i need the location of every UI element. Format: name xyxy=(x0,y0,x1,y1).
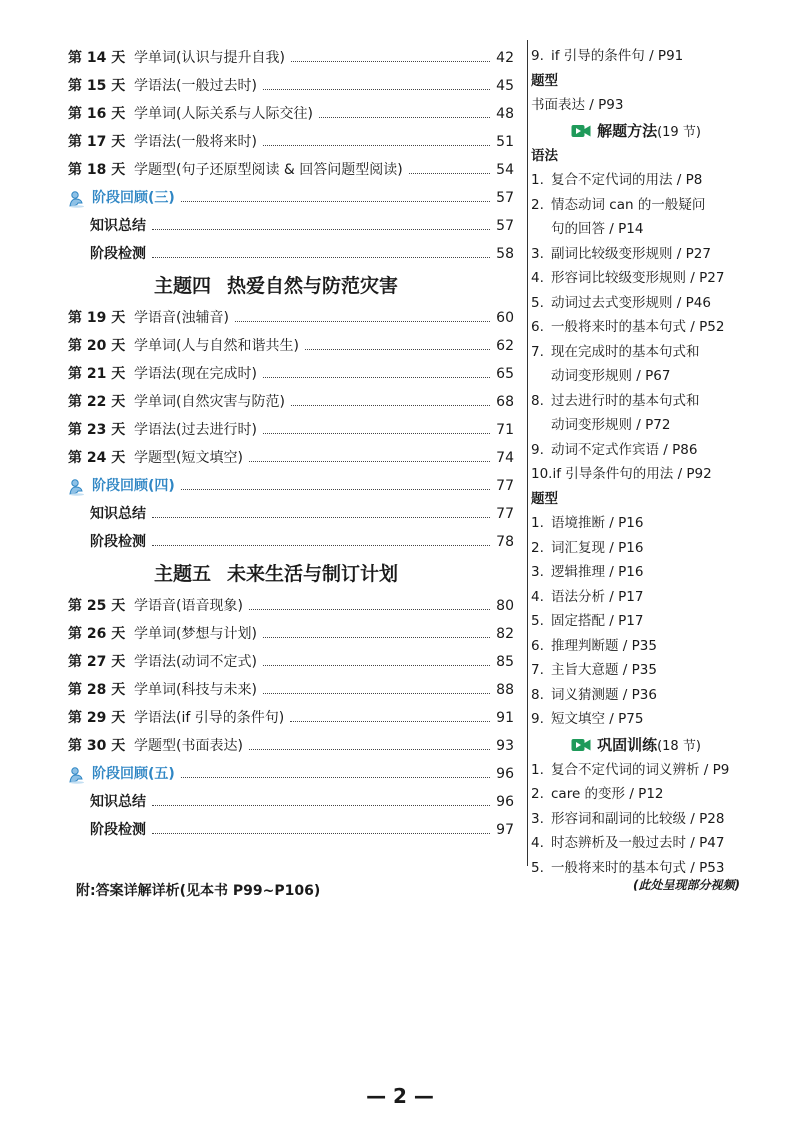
stage-review-entry[interactable] xyxy=(68,760,520,788)
dot-leader xyxy=(249,749,490,750)
section-count: (18 节) xyxy=(657,738,701,754)
day-label: 第 21 天 xyxy=(68,366,126,382)
section-header xyxy=(531,118,741,144)
page-ref: 57 xyxy=(496,190,514,206)
toc-entry[interactable] xyxy=(68,444,520,472)
dot-leader xyxy=(263,433,490,434)
list-item[interactable] xyxy=(531,291,741,316)
theme-label: 主题四 xyxy=(153,275,211,297)
list-item[interactable] xyxy=(531,807,741,832)
item-text: 主旨大意题 / P35 xyxy=(551,662,657,678)
item-text: 复合不定代词的用法 / P8 xyxy=(551,172,703,188)
section-count: (19 节) xyxy=(657,124,701,140)
page-ref: 85 xyxy=(496,654,514,670)
toc-entry[interactable] xyxy=(68,416,520,444)
review-title: 阶段回顾(三) xyxy=(92,190,175,206)
item-number: 10. xyxy=(531,466,553,482)
item-number: 9. xyxy=(531,48,544,64)
theme-heading xyxy=(68,268,520,304)
list-item[interactable] xyxy=(531,242,741,267)
toc-entry[interactable] xyxy=(68,304,520,332)
item-text: if 引导条件句的用法 / P92 xyxy=(552,466,712,482)
entry-title: 学题型(书面表达) xyxy=(134,738,243,754)
list-item[interactable] xyxy=(531,658,741,683)
thinker-icon xyxy=(68,766,86,784)
item-text: 短文填空 / P75 xyxy=(551,711,644,727)
toc-entry[interactable] xyxy=(68,100,520,128)
category-label: 题型 xyxy=(531,490,558,507)
item-number: 9. xyxy=(531,711,544,727)
column-divider xyxy=(527,40,528,866)
dot-leader xyxy=(263,693,490,694)
toc-entry[interactable] xyxy=(68,388,520,416)
day-label: 第 23 天 xyxy=(68,422,126,438)
sub-title: 知识总结 xyxy=(90,506,146,522)
list-item[interactable] xyxy=(531,758,741,783)
list-item[interactable] xyxy=(531,266,741,291)
page-ref: 91 xyxy=(496,710,514,726)
toc-entry[interactable] xyxy=(68,592,520,620)
item-text: 复合不定代词的词义辨析 / P9 xyxy=(551,761,730,778)
item-number: 5. xyxy=(531,294,544,311)
video-camera-icon xyxy=(571,738,591,752)
toc-entry[interactable] xyxy=(68,360,520,388)
entry-title: 学语法(动词不定式) xyxy=(134,654,257,670)
list-item[interactable] xyxy=(531,168,741,193)
toc-entry[interactable] xyxy=(68,732,520,760)
dot-leader xyxy=(152,805,490,806)
video-note: (此处呈现部分视频) xyxy=(633,878,740,892)
list-item[interactable] xyxy=(531,193,741,218)
dot-leader xyxy=(152,833,490,834)
list-item[interactable] xyxy=(531,536,741,561)
video-camera-icon xyxy=(571,124,591,138)
dot-leader xyxy=(152,545,490,546)
theme-title: 未来生活与制订计划 xyxy=(227,563,399,585)
entry-title: 学单词(人与自然和谐共生) xyxy=(134,338,299,354)
day-label: 第 26 天 xyxy=(68,626,126,642)
entry-title: 学单词(认识与提升自我) xyxy=(134,50,285,66)
stage-review-entry[interactable] xyxy=(68,472,520,500)
toc-entry[interactable] xyxy=(68,704,520,732)
dot-leader xyxy=(249,609,490,610)
dot-leader xyxy=(263,89,490,90)
item-number: 3. xyxy=(531,810,544,827)
section-title: 解题方法 xyxy=(597,121,658,140)
page-ref: 88 xyxy=(496,682,514,698)
sub-title: 阶段检测 xyxy=(90,534,146,550)
dot-leader xyxy=(235,321,490,322)
list-item[interactable] xyxy=(531,634,741,659)
sub-title: 知识总结 xyxy=(90,794,146,810)
sub-title: 阶段检测 xyxy=(90,822,146,838)
day-label: 第 16 天 xyxy=(68,106,126,122)
item-text-continued: 句的回答 / P14 xyxy=(551,221,644,237)
dot-leader xyxy=(291,405,490,406)
item-number: 1. xyxy=(531,172,544,188)
day-label: 第 18 天 xyxy=(68,162,126,178)
item-text-continued: 动词变形规则 / P67 xyxy=(551,368,671,384)
category-label: 语法 xyxy=(531,147,558,164)
dot-leader xyxy=(263,377,490,378)
thinker-icon xyxy=(68,478,86,496)
day-label: 第 27 天 xyxy=(68,654,126,670)
item-text: 形容词和副词的比较级 / P28 xyxy=(551,810,725,827)
page-ref: 51 xyxy=(496,134,514,150)
page-ref: 58 xyxy=(496,246,514,262)
entry-title: 学单词(科技与未来) xyxy=(134,682,257,698)
item-text: if 引导的条件句 / P91 xyxy=(551,48,684,64)
item-number: 2. xyxy=(531,196,544,213)
dot-leader xyxy=(181,201,490,202)
item-text-continued: 动词变形规则 / P72 xyxy=(551,417,671,433)
item-number: 6. xyxy=(531,319,544,335)
toc-left-column xyxy=(68,44,520,844)
item-text: 一般将来时的基本句式 / P53 xyxy=(551,859,725,876)
item-text: 一般将来时的基本句式 / P52 xyxy=(551,319,725,335)
toc-entry[interactable] xyxy=(68,128,520,156)
day-label: 第 29 天 xyxy=(68,710,126,726)
theme-heading xyxy=(68,556,520,592)
list-item[interactable] xyxy=(531,782,741,807)
item-number: 2. xyxy=(531,786,544,802)
toc-entry[interactable] xyxy=(68,156,520,184)
item-text: 过去进行时的基本句式和 xyxy=(551,392,700,409)
item-text: 现在完成时的基本句式和 xyxy=(551,343,700,360)
item-text: 固定搭配 / P17 xyxy=(551,613,644,629)
day-label: 第 20 天 xyxy=(68,338,126,354)
item-number: 5. xyxy=(531,613,544,629)
category-label: 题型 xyxy=(531,72,558,89)
list-item[interactable] xyxy=(531,707,741,732)
item-text: 时态辨析及一般过去时 / P47 xyxy=(551,835,725,851)
page-ref: 78 xyxy=(496,534,514,550)
item-number: 3. xyxy=(531,245,544,262)
entry-title: 学语音(语音现象) xyxy=(134,598,243,614)
toc-entry[interactable] xyxy=(68,648,520,676)
item-number: 7. xyxy=(531,343,544,360)
toc-entry[interactable] xyxy=(68,72,520,100)
page-ref: 48 xyxy=(496,106,514,122)
list-item[interactable] xyxy=(531,315,741,340)
item-number: 8. xyxy=(531,392,544,409)
item-number: 4. xyxy=(531,270,544,286)
page-ref: 65 xyxy=(496,366,514,382)
toc-entry[interactable] xyxy=(68,44,520,72)
item-text: 语境推断 / P16 xyxy=(551,515,644,531)
sub-title: 阶段检测 xyxy=(90,246,146,262)
list-item[interactable] xyxy=(531,44,741,69)
day-label: 第 24 天 xyxy=(68,450,126,466)
page-ref: 77 xyxy=(496,506,514,522)
item-number: 2. xyxy=(531,539,544,556)
dot-leader xyxy=(152,229,490,230)
review-sub-entry[interactable] xyxy=(68,528,520,556)
stage-review-entry[interactable] xyxy=(68,184,520,212)
dot-leader xyxy=(409,173,490,174)
dot-leader xyxy=(305,349,490,350)
item-text: 副词比较级变形规则 / P27 xyxy=(551,245,711,262)
list-item[interactable] xyxy=(531,389,741,414)
item-number: 9. xyxy=(531,441,544,458)
page-ref: 54 xyxy=(496,162,514,178)
dot-leader xyxy=(263,637,490,638)
theme-title: 热爱自然与防范灾害 xyxy=(227,275,399,297)
item-number: 4. xyxy=(531,588,544,605)
theme-label: 主题五 xyxy=(153,563,211,585)
review-sub-entry[interactable] xyxy=(68,788,520,816)
item-text: 词义猜测题 / P36 xyxy=(551,686,657,703)
item-number: 1. xyxy=(531,761,544,778)
day-label: 第 25 天 xyxy=(68,598,126,614)
dot-leader xyxy=(291,61,490,62)
page-ref: 62 xyxy=(496,338,514,354)
dot-leader xyxy=(249,461,490,462)
item-number: 8. xyxy=(531,686,544,703)
appendix-note: 附:答案详解详析(见本书 P99~P106) xyxy=(76,883,321,899)
page-ref: 60 xyxy=(496,310,514,326)
dot-leader xyxy=(263,145,490,146)
item-text: 词汇复现 / P16 xyxy=(551,539,644,556)
review-title: 阶段回顾(四) xyxy=(92,478,175,494)
page-ref: 93 xyxy=(496,738,514,754)
entry-title: 学语法(现在完成时) xyxy=(134,366,257,382)
page-ref: 96 xyxy=(496,766,514,782)
entry-title: 学语法(一般过去时) xyxy=(134,78,257,94)
item-number: 7. xyxy=(531,662,544,678)
day-label: 第 17 天 xyxy=(68,134,126,150)
entry-title: 学语音(浊辅音) xyxy=(134,310,229,326)
item-number: 1. xyxy=(531,515,544,531)
review-sub-entry[interactable] xyxy=(68,212,520,240)
item-number: 3. xyxy=(531,564,544,580)
page-ref: 74 xyxy=(496,450,514,466)
entry-title: 学题型(句子还原型阅读 & 回答问题型阅读) xyxy=(134,162,403,178)
entry-title: 学单词(梦想与计划) xyxy=(134,626,257,642)
section-header xyxy=(531,732,741,758)
dot-leader xyxy=(152,517,490,518)
page-ref: 57 xyxy=(496,218,514,234)
item-text: 逻辑推理 / P16 xyxy=(551,564,644,580)
page-ref: 68 xyxy=(496,394,514,410)
item-text: 情态动词 can 的一般疑问 xyxy=(551,196,706,213)
list-item[interactable] xyxy=(531,511,741,536)
entry-title: 学单词(人际关系与人际交往) xyxy=(134,106,313,122)
item-text: 动词过去式变形规则 / P46 xyxy=(551,294,711,311)
dot-leader xyxy=(319,117,490,118)
day-label: 第 30 天 xyxy=(68,738,126,754)
dot-leader xyxy=(152,257,490,258)
list-item[interactable] xyxy=(531,462,741,487)
item-text: 推理判断题 / P35 xyxy=(551,637,657,654)
item-text: 动词不定式作宾语 / P86 xyxy=(551,441,698,458)
list-item[interactable] xyxy=(531,560,741,585)
list-item[interactable] xyxy=(531,609,741,634)
day-label: 第 22 天 xyxy=(68,394,126,410)
section-title: 巩固训练 xyxy=(597,735,658,754)
entry-title: 学语法(过去进行时) xyxy=(134,422,257,438)
item-number: 6. xyxy=(531,637,544,654)
item-text: 语法分析 / P17 xyxy=(551,588,644,605)
review-title: 阶段回顾(五) xyxy=(92,766,175,782)
entry-title: 学题型(短文填空) xyxy=(134,450,243,466)
page-ref: 71 xyxy=(496,422,514,438)
page-ref: 77 xyxy=(496,478,514,494)
review-sub-entry[interactable] xyxy=(68,240,520,268)
day-label: 第 19 天 xyxy=(68,310,126,326)
list-item[interactable] xyxy=(531,683,741,708)
list-item[interactable]: 书面表达 / P93 xyxy=(531,97,624,113)
toc-right-column xyxy=(531,44,741,880)
day-label: 第 14 天 xyxy=(68,50,126,66)
entry-title: 学语法(一般将来时) xyxy=(134,134,257,150)
item-number: 4. xyxy=(531,835,544,851)
dot-leader xyxy=(263,665,490,666)
item-text: 形容词比较级变形规则 / P27 xyxy=(551,270,725,286)
list-item[interactable] xyxy=(531,831,741,856)
page-ref: 45 xyxy=(496,78,514,94)
list-item[interactable] xyxy=(531,585,741,610)
list-item[interactable] xyxy=(531,340,741,365)
list-item[interactable] xyxy=(531,438,741,463)
page-number: — 2 — xyxy=(366,1084,434,1108)
thinker-icon xyxy=(68,190,86,208)
page-ref: 97 xyxy=(496,822,514,838)
toc-entry[interactable] xyxy=(68,676,520,704)
entry-title: 学语法(if 引导的条件句) xyxy=(134,710,285,726)
page-ref: 82 xyxy=(496,626,514,642)
sub-title: 知识总结 xyxy=(90,218,146,234)
page-ref: 42 xyxy=(496,50,514,66)
day-label: 第 15 天 xyxy=(68,78,126,94)
page-ref: 80 xyxy=(496,598,514,614)
page-ref: 96 xyxy=(496,794,514,810)
toc-entry[interactable] xyxy=(68,620,520,648)
dot-leader xyxy=(290,721,490,722)
toc-entry[interactable] xyxy=(68,332,520,360)
day-label: 第 28 天 xyxy=(68,682,126,698)
item-text: care 的变形 / P12 xyxy=(551,786,664,802)
review-sub-entry[interactable] xyxy=(68,500,520,528)
review-sub-entry[interactable] xyxy=(68,816,520,844)
item-number: 5. xyxy=(531,859,544,876)
dot-leader xyxy=(181,777,490,778)
dot-leader xyxy=(181,489,490,490)
entry-title: 学单词(自然灾害与防范) xyxy=(134,394,285,410)
